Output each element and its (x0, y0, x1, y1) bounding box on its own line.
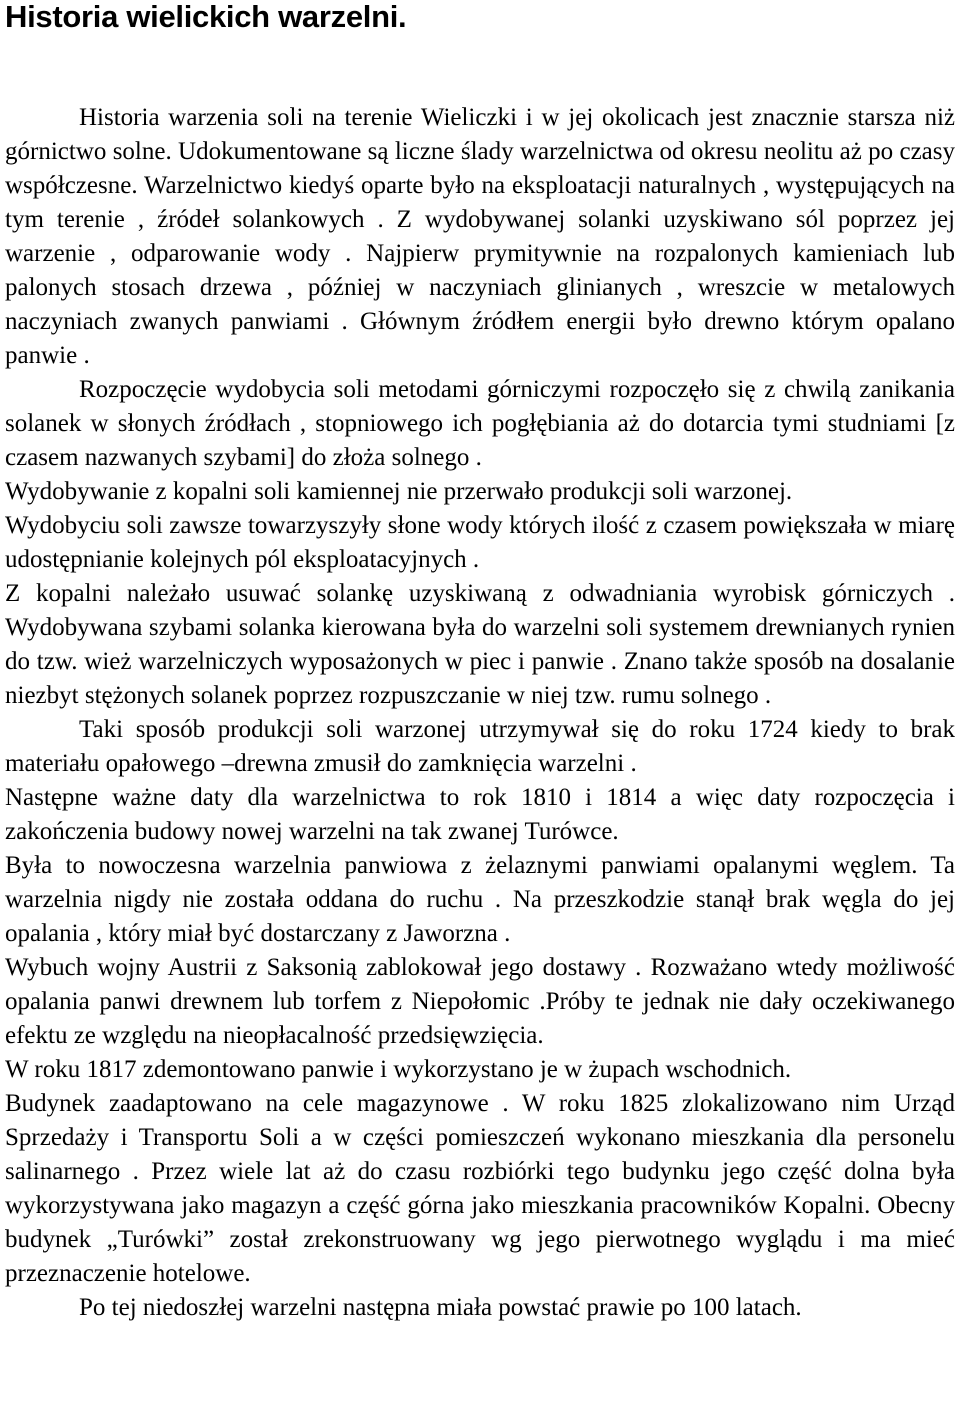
paragraph: Następne ważne daty dla warzelnictwa to rok 1810 i 1814 a więc daty rozpoczęcia i zakończenia budowy nowej warzelni na tak zwanej Turówce. (5, 784, 955, 845)
paragraph: Po tej niedoszłej warzelni następna miała powstać prawie po 100 latach. (79, 1294, 802, 1321)
paragraph: Wydobywanie z kopalni soli kamiennej nie przerwało produkcji soli warzonej. (5, 478, 793, 505)
paragraph: Budynek zaadaptowano na cele magazynowe . W roku 1825 zlokalizowano nim Urząd Sprzedaży i Transportu Soli a w części pomieszczeń wykonano mieszkania dla personelu salinarnego . Przez wiele lat aż do czasu rozbiórki tego budynku jego część dolna była wykorzystywana jako magazyn a część górna jako mieszkania pracowników Kopalni. Obecny budynek „Turówki” został zrekonstruowany wg jego pierwotnego wyglądu i ma mieć przeznaczenie hotelowe. (5, 1090, 955, 1287)
paragraph: W roku 1817 zdemontowano panwie i wykorzystano je w żupach wschodnich. (5, 1056, 792, 1083)
paragraph: Rozpoczęcie wydobycia soli metodami górniczymi rozpoczęło się z chwilą zanikania solanek w słonych źródłach , stopniowego ich pogłębiania aż do dotarcia tymi studniami [z czasem nazwanych szybami] do złoża solnego . (5, 376, 955, 471)
document-page (5, 0, 955, 1325)
paragraph: Historia warzenia soli na terenie Wieliczki i w jej okolicach jest znacznie starsza niż górnictwo solne. Udokumentowane są liczne ślady warzelnictwa od okresu neolitu aż po czasy współczesne. Warzelnictwo kiedyś oparte było na eksploatacji naturalnych , występujących na tym terenie , źródeł solankowych . Z wydobywanej solanki uzyskiwano sól poprzez jej warzenie , odparowanie wody . Najpierw prymitywnie na rozpalonych kamieniach lub palonych stosach drzewa , później w naczyniach glinianych , wreszcie w metalowych naczyniach zwanych panwiami . Głównym źródłem energii było drewno którym opalano panwie . (5, 104, 955, 369)
document-title: Historia wielickich warzelni. (5, 0, 407, 34)
paragraph: Taki sposób produkcji soli warzonej utrzymywał się do roku 1724 kiedy to brak materiału opałowego –drewna zmusił do zamknięcia warzelni . (5, 716, 955, 777)
paragraph: Wybuch wojny Austrii z Saksonią zablokował jego dostawy . Rozważano wtedy możliwość opalania panwi drewnem lub torfem z Niepołomic .Próby te jednak nie dały oczekiwanego efektu ze względu na nieopłacalność przedsięwzięcia. (5, 954, 955, 1049)
paragraph: Wydobyciu soli zawsze towarzyszyły słone wody których ilość z czasem powiększała w miarę udostępnianie kolejnych pól eksploatacyjnych . (5, 512, 955, 573)
document-body (5, 101, 955, 1325)
paragraph: Była to nowoczesna warzelnia panwiowa z żelaznymi panwiami opalanymi węglem. Ta warzelnia nigdy nie została oddana do ruchu . Na przeszkodzie stanął brak węgla do jej opalania , który miał być dostarczany z Jaworzna . (5, 852, 955, 947)
paragraph: Z kopalni należało usuwać solankę uzyskiwaną z odwadniania wyrobisk górniczych . Wydobywana szybami solanka kierowana była do warzelni soli systemem drewnianych rynien do tzw. wież warzelniczych wyposażonych w piec i panwie . Znano także sposób na dosalanie niezbyt stężonych solanek poprzez rozpuszczanie w niej tzw. rumu solnego . (5, 580, 955, 709)
